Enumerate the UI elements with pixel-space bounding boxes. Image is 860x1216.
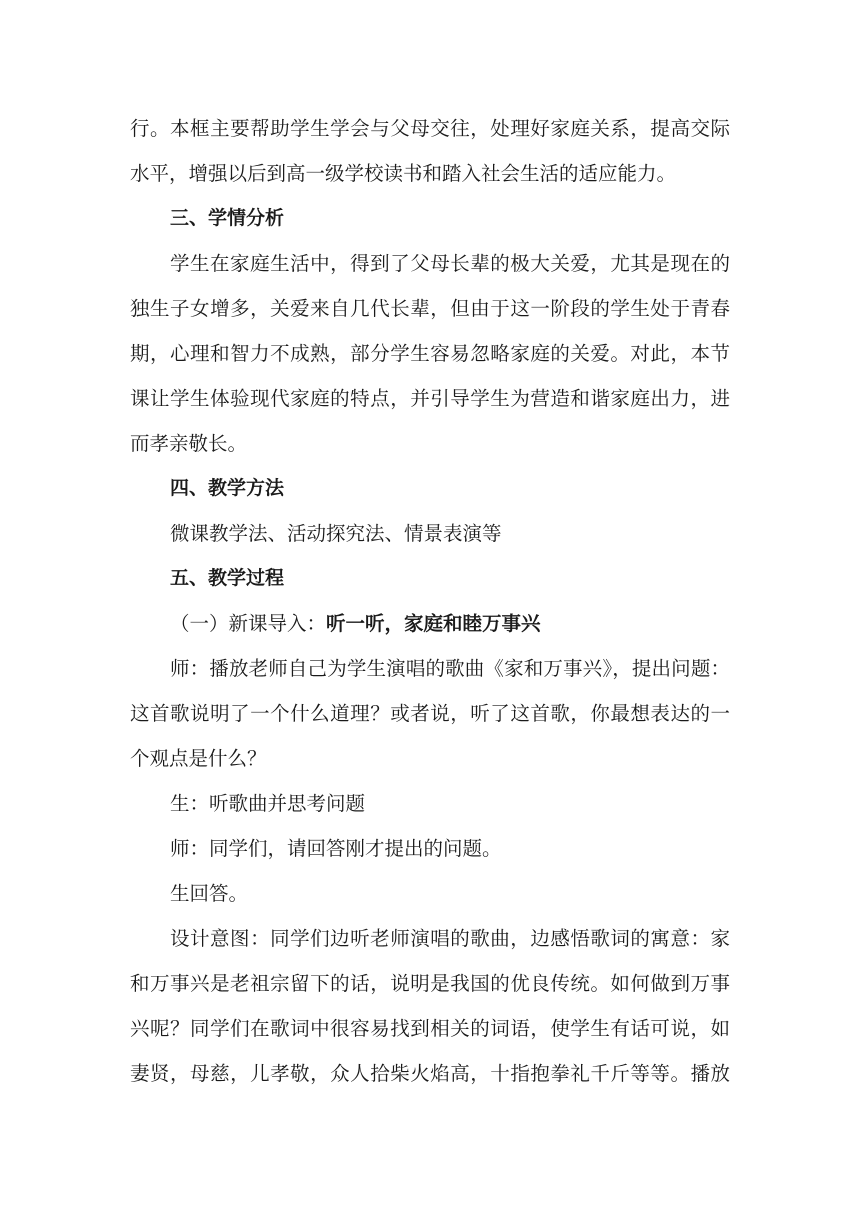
analysis-line-2: 独生子女增多，关爱来自几代长辈，但由于这一阶段的学生处于青春 <box>130 297 730 320</box>
teacher2-line: 师：同学们，请回答刚才提出的问题。 <box>170 837 502 860</box>
student1-line: 生：听歌曲并思考问题 <box>170 792 366 815</box>
analysis-line-3: 期，心理和智力不成熟，部分学生容易忽略家庭的关爱。对此，本节 <box>130 342 730 365</box>
section-heading-learning-analysis: 三、学情分析 <box>170 207 285 229</box>
sub-heading-title: 听一听，家庭和睦万事兴 <box>326 612 541 635</box>
section-heading-teaching-methods: 四、教学方法 <box>170 477 285 499</box>
analysis-line-4: 课让学生体验现代家庭的特点，并引导学生为营造和谐家庭出力，进 <box>130 387 730 410</box>
sub-heading-prefix: （一）新课导入： <box>170 612 327 635</box>
design-line-4: 妻贤，母慈，儿孝敬，众人拾柴火焰高，十指抱拳礼千斤等等。播放 <box>130 1062 730 1085</box>
student2-line: 生回答。 <box>170 882 249 905</box>
teacher1-line-3: 个观点是什么？ <box>130 747 267 770</box>
teacher1-line-1: 师：播放老师自己为学生演唱的歌曲《家和万事兴》，提出问题： <box>170 657 730 680</box>
design-line-3: 兴呢？同学们在歌词中很容易找到相关的词语，使学生有话可说，如 <box>130 1017 730 1040</box>
analysis-line-5: 而孝亲敬长。 <box>130 432 248 455</box>
section-heading-teaching-process: 五、教学过程 <box>170 567 285 589</box>
methods-line: 微课教学法、活动探究法、情景表演等 <box>170 522 502 545</box>
document-body <box>130 106 730 1096</box>
analysis-line-1: 学生在家庭生活中，得到了父母长辈的极大关爱，尤其是现在的 <box>170 252 730 275</box>
sub-heading-new-lesson-intro <box>130 601 730 646</box>
intro-line-1: 行。本框主要帮助学生学会与父母交往，处理好家庭关系，提高交际 <box>130 117 730 140</box>
design-line-1: 设计意图：同学们边听老师演唱的歌曲，边感悟歌词的寓意：家 <box>170 927 730 950</box>
intro-line-2: 水平，增强以后到高一级学校读书和踏入社会生活的适应能力。 <box>130 162 677 185</box>
teacher1-line-2: 这首歌说明了一个什么道理？或者说，听了这首歌，你最想表达的一 <box>130 702 730 725</box>
design-line-2: 和万事兴是老祖宗留下的话，说明是我国的优良传统。如何做到万事 <box>130 972 730 995</box>
